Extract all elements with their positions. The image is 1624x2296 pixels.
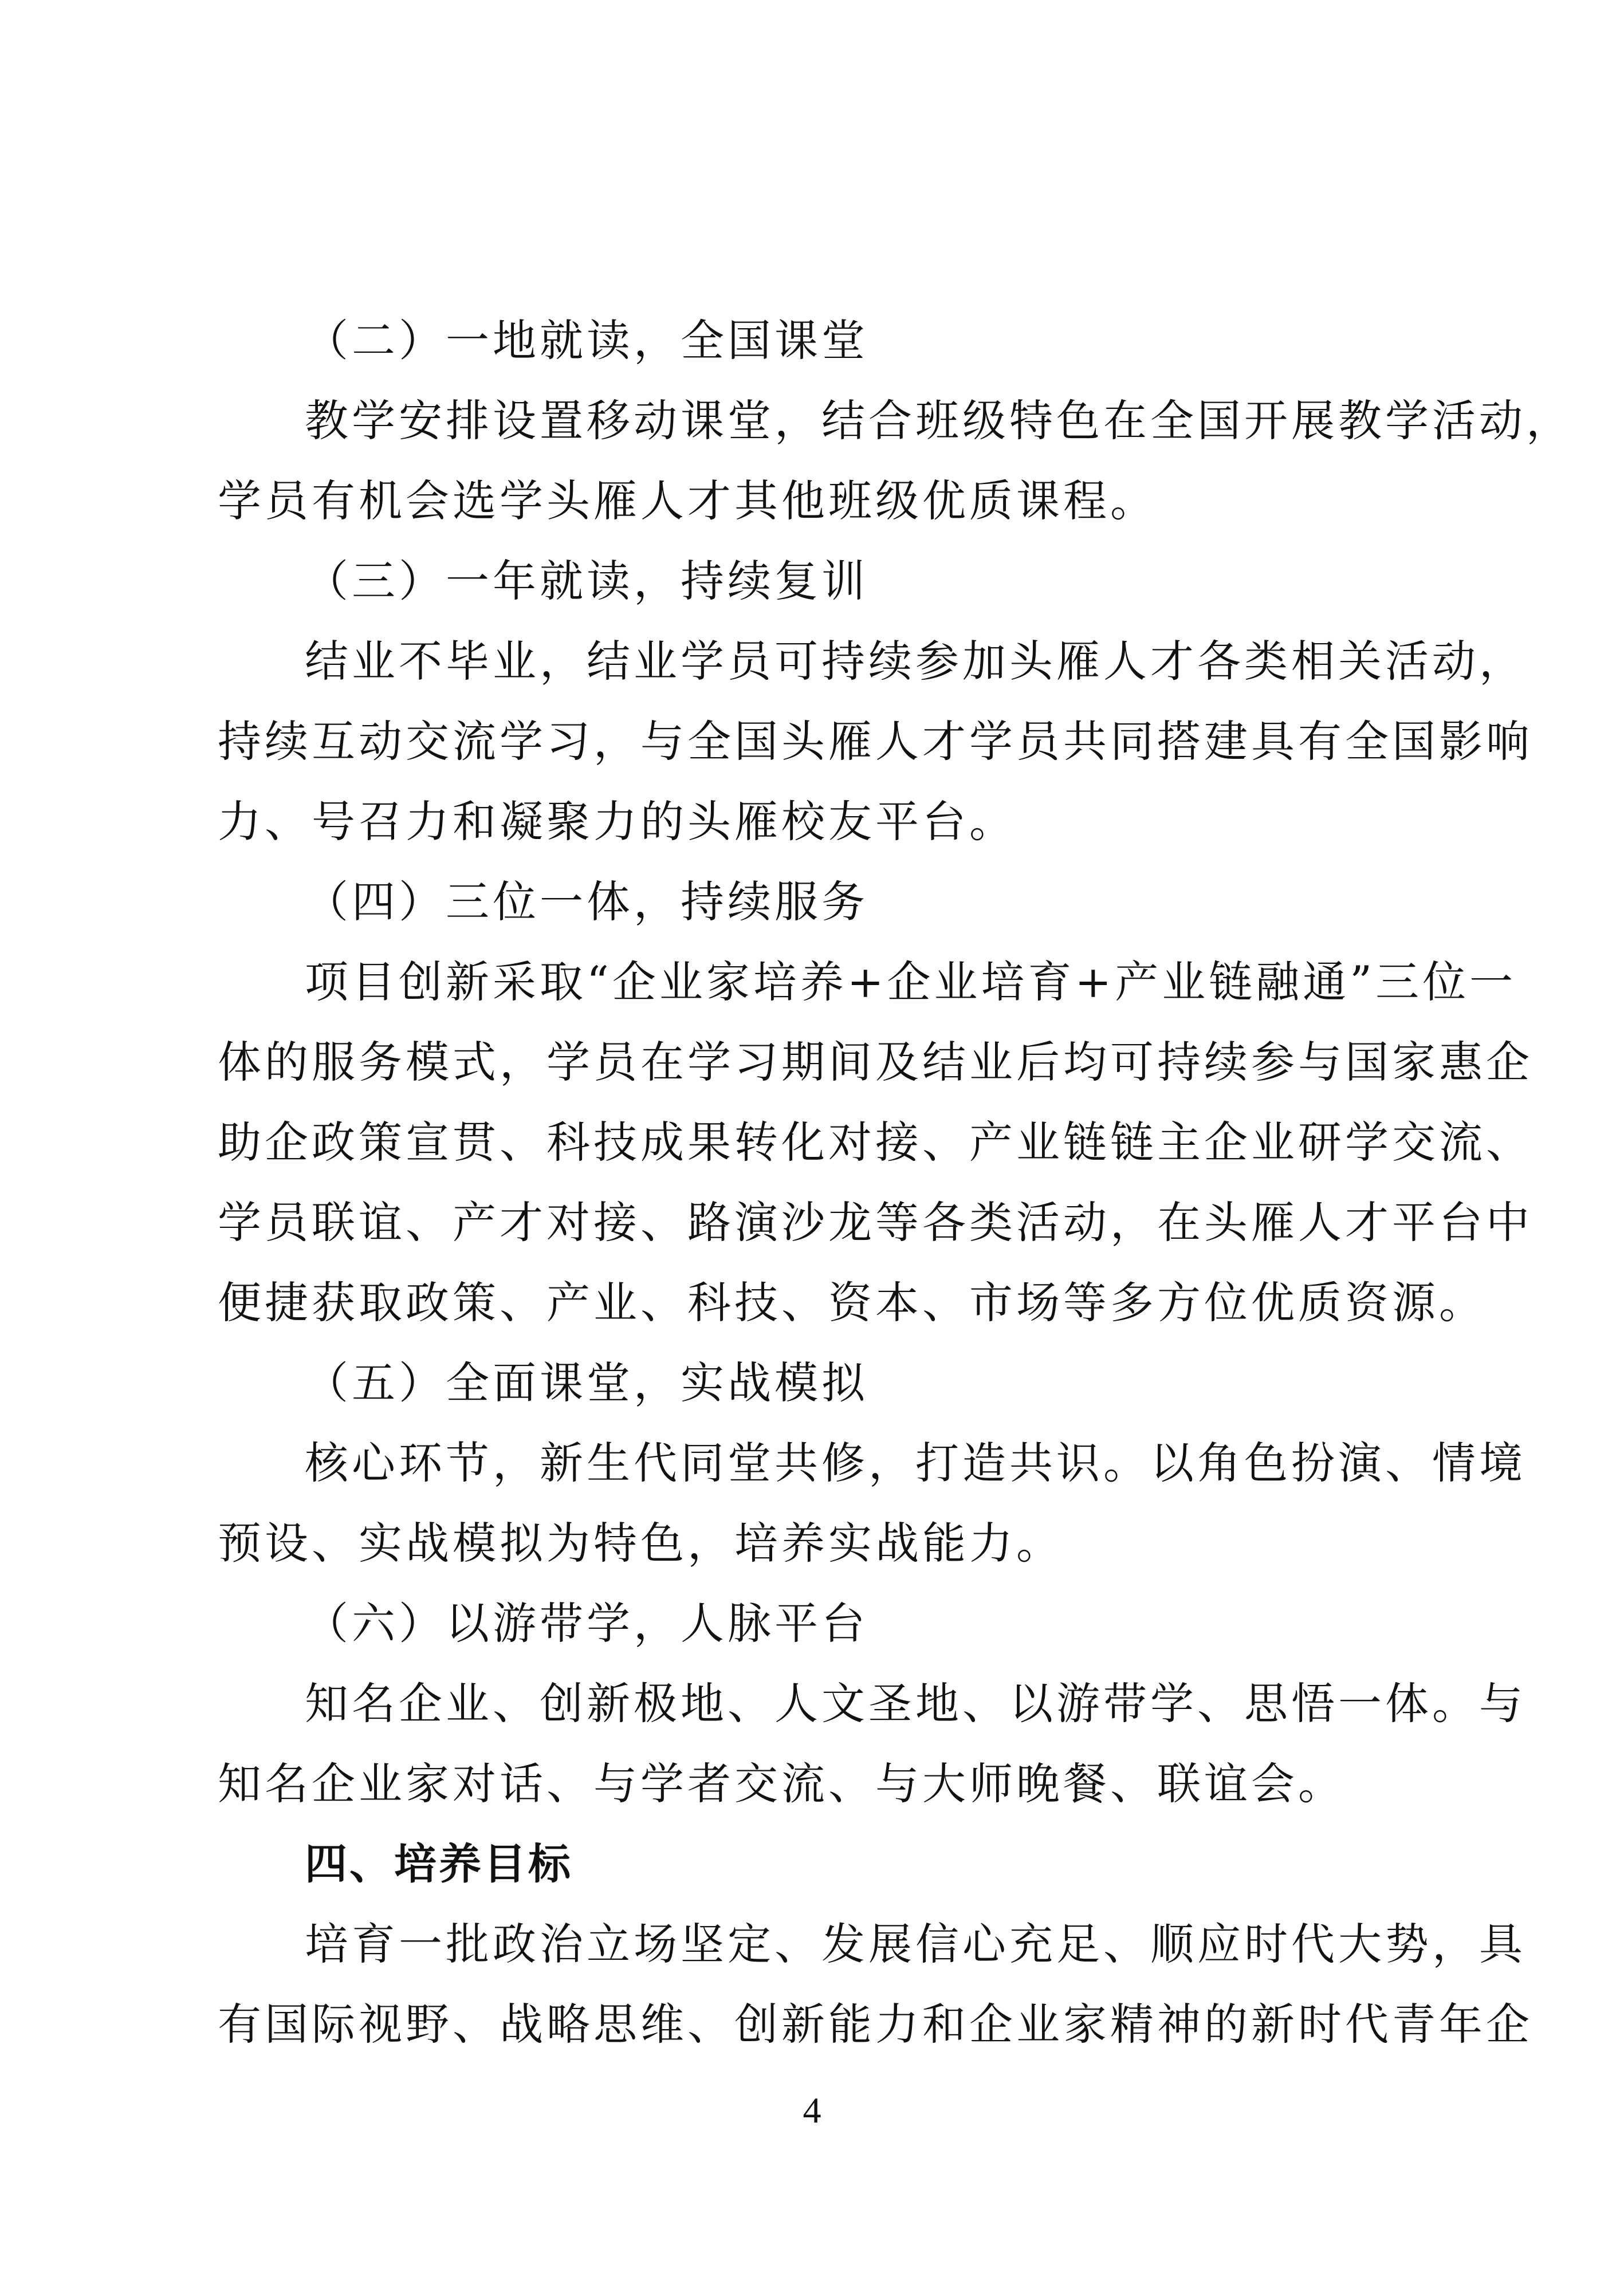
paragraph-line: 学员联谊、产才对接、路演沙龙等各类活动，在头雁人才平台中 [218, 1197, 1533, 1248]
chapter-heading-training-goals: 四、培养目标 [305, 1840, 573, 1889]
paragraph-line: 持续互动交流学习，与全国头雁人才学员共同搭建具有全国影响 [218, 716, 1533, 767]
paragraph-line: 有国际视野、战略思维、创新能力和企业家精神的新时代青年企 [218, 1999, 1533, 2050]
paragraph-line: 核心环节，新生代同堂共修，打造共识。以角色扮演、情境 [305, 1438, 1526, 1488]
section-heading-6: （六）以游带学，人脉平台 [305, 1598, 868, 1649]
paragraph-line: 项目创新采取“企业家培养+企业培育+产业链融通”三位一 [305, 956, 1517, 1007]
paragraph-line: 结业不毕业，结业学员可持续参加头雁人才各类相关活动， [305, 636, 1526, 687]
paragraph-line: 体的服务模式，学员在学习期间及结业后均可持续参与国家惠企 [218, 1037, 1533, 1088]
section-heading-2: （二）一地就读，全国课堂 [305, 315, 868, 366]
paragraph-line: 知名企业、创新极地、人文圣地、以游带学、思悟一体。与 [305, 1678, 1526, 1729]
paragraph-line: 学员有机会选学头雁人才其他班级优质课程。 [218, 475, 1157, 526]
section-heading-4: （四）三位一体，持续服务 [305, 876, 868, 927]
paragraph-line: 教学安排设置移动课堂，结合班级特色在全国开展教学活动， [305, 395, 1573, 446]
paragraph-line: 知名企业家对话、与学者交流、与大师晚餐、联谊会。 [218, 1758, 1345, 1809]
section-heading-3: （三）一年就读，持续复训 [305, 556, 868, 607]
paragraph-line: 便捷获取政策、产业、科技、资本、市场等多方位优质资源。 [218, 1277, 1486, 1328]
section-heading-5: （五）全面课堂，实战模拟 [305, 1357, 868, 1408]
paragraph-line: 预设、实战模拟为特色，培养实战能力。 [218, 1518, 1063, 1569]
page-number: 4 [803, 2090, 821, 2130]
document-body [218, 301, 1573, 2065]
paragraph-line: 培育一批政治立场坚定、发展信心充足、顺应时代大势，具 [305, 1919, 1526, 1970]
paragraph-line: 力、号召力和凝聚力的头雁校友平台。 [218, 796, 1016, 847]
paragraph-line: 助企政策宣贯、科技成果转化对接、产业链链主企业研学交流、 [218, 1117, 1533, 1168]
